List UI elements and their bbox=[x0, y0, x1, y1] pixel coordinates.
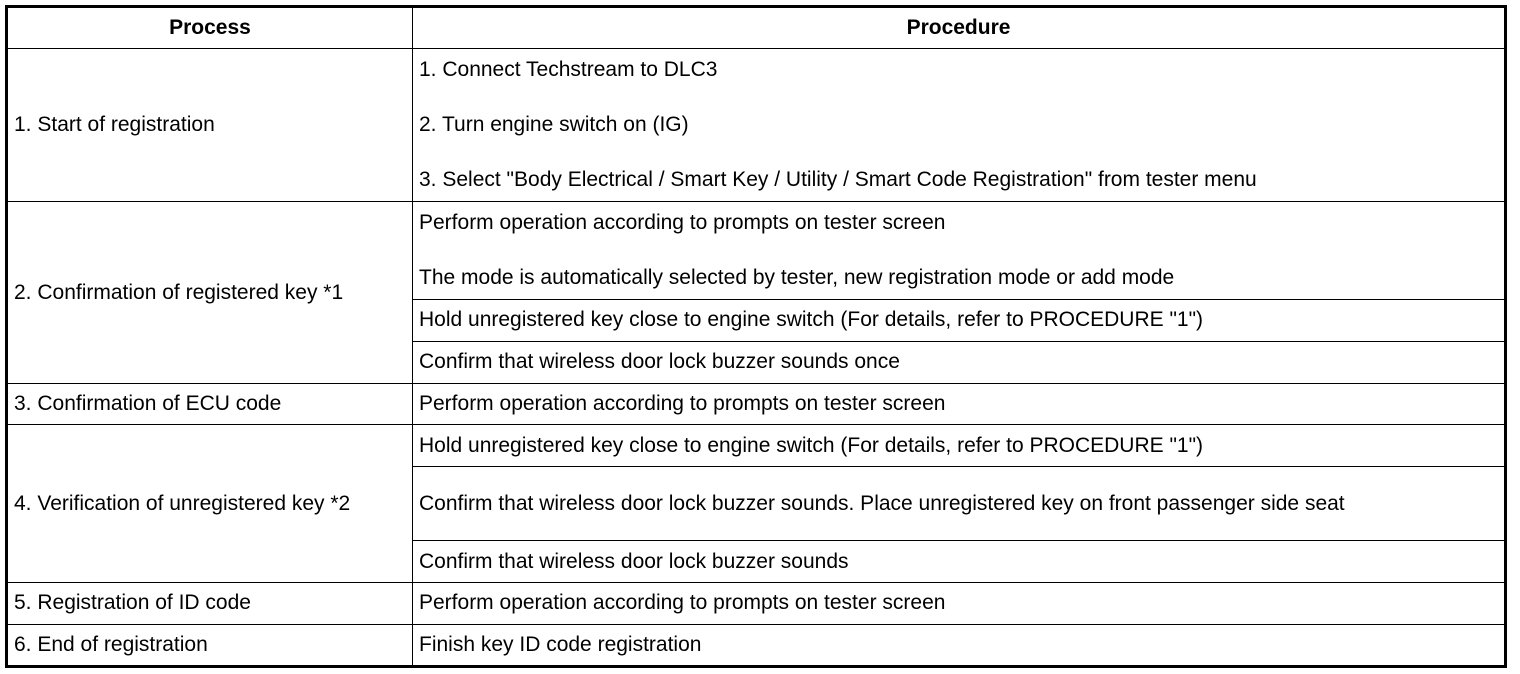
procedure-cell: Perform operation according to prompts on tester screen bbox=[413, 583, 1506, 625]
procedure-column-header: Procedure bbox=[413, 7, 1506, 49]
procedure-cell: Finish key ID code registration bbox=[413, 624, 1506, 666]
procedure-cell bbox=[413, 49, 1506, 202]
procedure-cell: Hold unregistered key close to engine switch (For details, refer to PROCEDURE "1") bbox=[413, 299, 1506, 341]
procedure-cell: Perform operation according to prompts on tester screen bbox=[413, 383, 1506, 425]
process-cell: 5. Registration of ID code bbox=[7, 583, 413, 625]
procedure-cell: Confirm that wireless door lock buzzer sounds bbox=[413, 541, 1506, 583]
table-row bbox=[7, 202, 1506, 299]
procedure-cell: Confirm that wireless door lock buzzer sounds. Place unregistered key on front passenger side seat bbox=[413, 467, 1506, 541]
process-cell: 4. Verification of unregistered key *2 bbox=[7, 425, 413, 583]
procedure-step: 1. Connect Techstream to DLC3 bbox=[419, 58, 718, 82]
table-row bbox=[7, 425, 1506, 467]
table-row bbox=[7, 624, 1506, 666]
table-row bbox=[7, 383, 1506, 425]
procedure-step: The mode is automatically selected by tester, new registration mode or add mode bbox=[419, 266, 1175, 290]
process-cell: 1. Start of registration bbox=[7, 49, 413, 202]
table-row bbox=[7, 583, 1506, 625]
table-row bbox=[7, 49, 1506, 202]
procedure-step: 2. Turn engine switch on (IG) bbox=[419, 113, 689, 137]
registration-procedure-table bbox=[5, 5, 1507, 668]
process-cell: 3. Confirmation of ECU code bbox=[7, 383, 413, 425]
procedure-cell: Hold unregistered key close to engine switch (For details, refer to PROCEDURE "1") bbox=[413, 425, 1506, 467]
procedure-cell: Confirm that wireless door lock buzzer sounds once bbox=[413, 341, 1506, 383]
procedure-step: Perform operation according to prompts on tester screen bbox=[419, 211, 946, 235]
procedure-step: 3. Select "Body Electrical / Smart Key / Utility / Smart Code Registration" from tester menu bbox=[419, 168, 1257, 192]
table-header-row bbox=[7, 7, 1506, 49]
process-column-header: Process bbox=[7, 7, 413, 49]
process-cell: 2. Confirmation of registered key *1 bbox=[7, 202, 413, 383]
process-cell: 6. End of registration bbox=[7, 624, 413, 666]
procedure-cell bbox=[413, 202, 1506, 299]
